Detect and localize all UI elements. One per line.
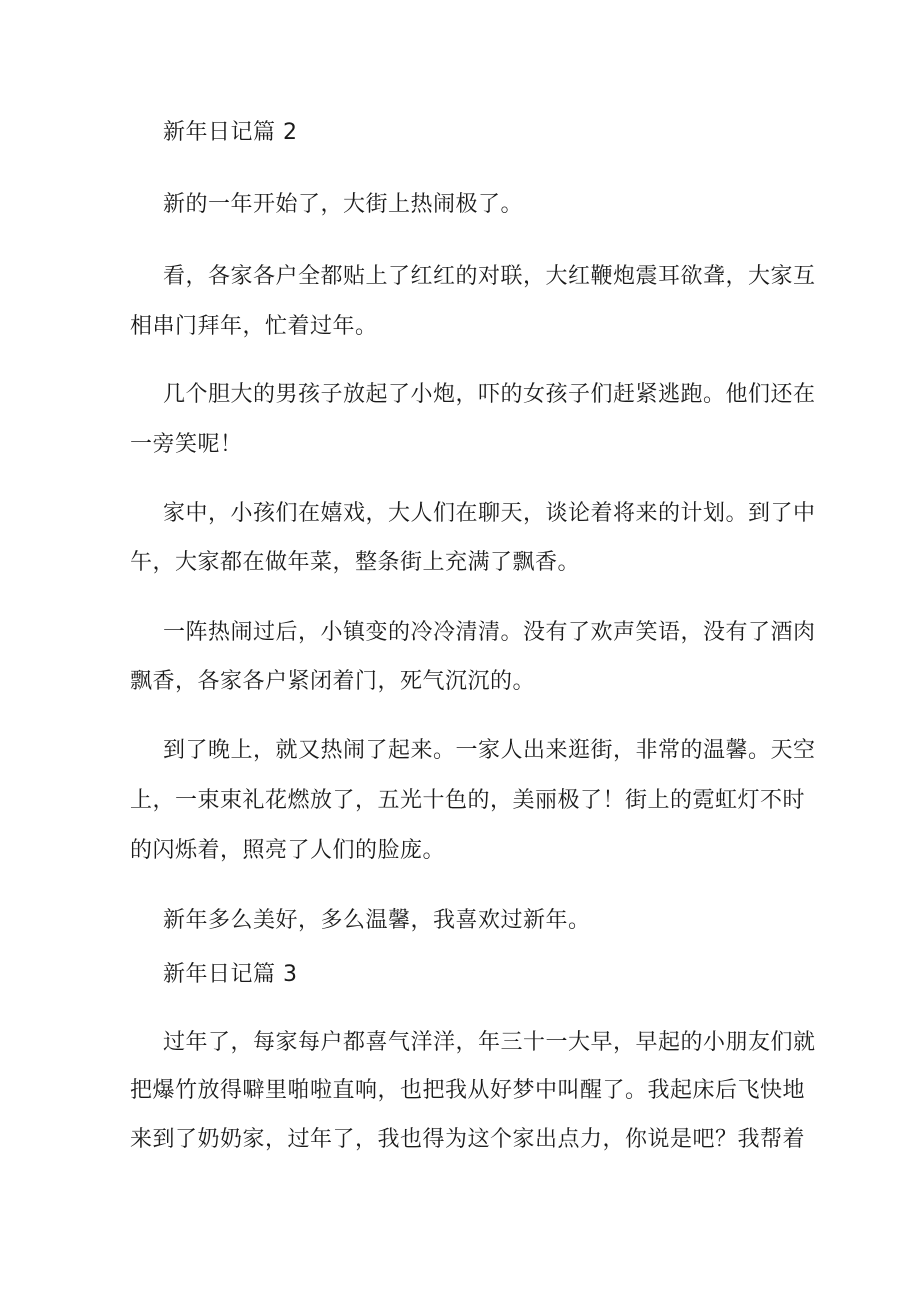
- paragraph-line: 把爆竹放得噼里啪啦直响，也把我从好梦中叫醒了。我起床后飞快地: [130, 1078, 806, 1103]
- paragraph-line: 新年多么美好，多么温馨，我喜欢过新年。: [163, 908, 591, 933]
- paragraph-line: 飘香，各家各户紧闭着门，死气沉沉的。: [130, 669, 536, 694]
- paragraph-line: 午，大家都在做年菜，整条街上充满了飘香。: [130, 550, 581, 575]
- section-heading: 新年日记篇 3: [163, 962, 298, 987]
- paragraph-line: 相串门拜年，忙着过年。: [130, 314, 378, 339]
- paragraph-line: 上，一束束礼花燃放了，五光十色的，美丽极了！街上的霓虹灯不时: [130, 788, 806, 813]
- paragraph-line: 到了晚上，就又热闹了起来。一家人出来逛街，非常的温馨。天空: [163, 738, 816, 763]
- paragraph-line: 的闪烁着，照亮了人们的脸庞。: [130, 838, 446, 863]
- paragraph-line: 一旁笑呢！: [130, 432, 243, 457]
- paragraph-line: 新的一年开始了，大街上热闹极了。: [163, 192, 524, 217]
- paragraph-line: 看，各家各户全都贴上了红红的对联，大红鞭炮震耳欲聋，大家互: [163, 264, 816, 289]
- paragraph-line: 家中，小孩们在嬉戏，大人们在聊天，谈论着将来的计划。到了中: [163, 501, 816, 526]
- paragraph-line: 一阵热闹过后，小镇变的冷冷清清。没有了欢声笑语，没有了酒肉: [163, 620, 816, 645]
- paragraph-line: 过年了，每家每户都喜气洋洋，年三十一大早，早起的小朋友们就: [163, 1030, 816, 1055]
- section-heading: 新年日记篇 2: [163, 120, 298, 145]
- paragraph-line: 几个胆大的男孩子放起了小炮，吓的女孩子们赶紧逃跑。他们还在: [163, 382, 816, 407]
- paragraph-line: 来到了奶奶家，过年了，我也得为这个家出点力，你说是吧？我帮着: [130, 1127, 806, 1152]
